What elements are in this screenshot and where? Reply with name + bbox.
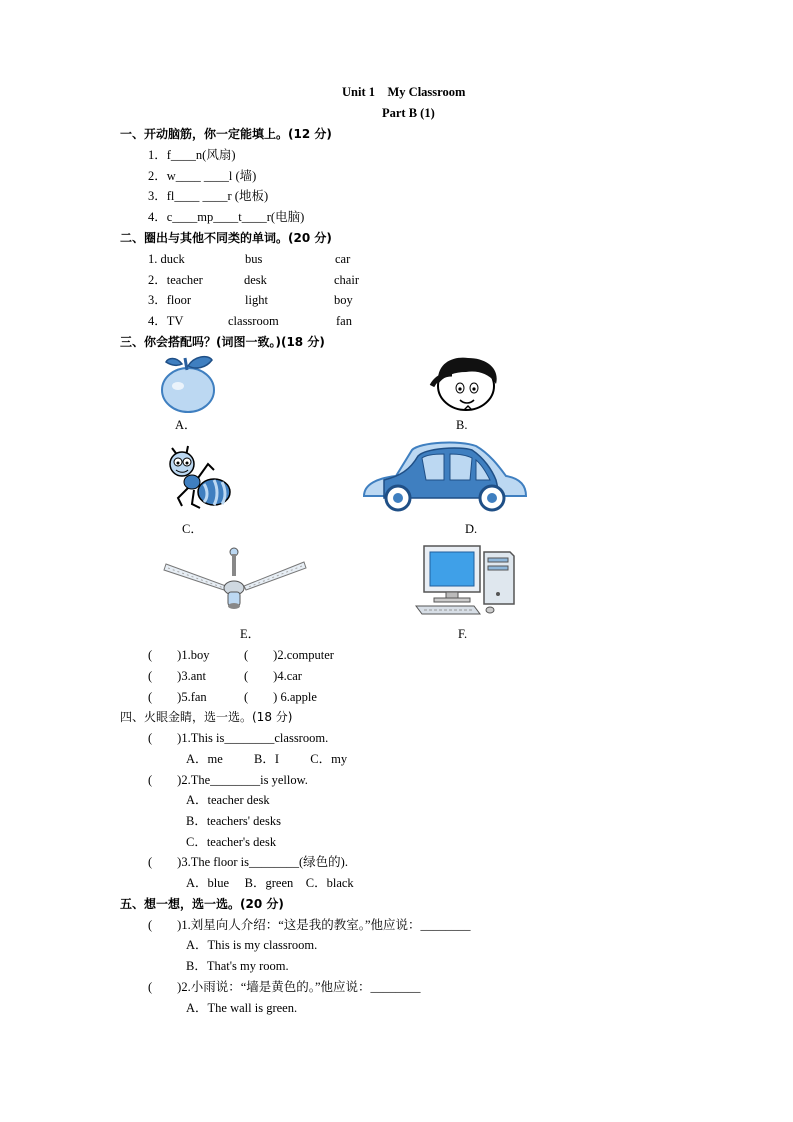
section-2-heading: 二、圈出与其他不同类的单词。(20 分): [120, 231, 332, 245]
ant-icon: [158, 442, 234, 516]
computer-icon: [414, 544, 516, 616]
picture-label-e: E．: [240, 627, 261, 641]
s1-item-1: 1．f____n(风扇): [148, 148, 236, 162]
s2-row-4-c: fan: [336, 314, 352, 328]
s4-question-2-option-a: A．teacher desk: [186, 793, 270, 807]
s4-question-2-option-c: C．teacher's desk: [186, 835, 277, 849]
s4-question-1: ( )1.This is________classroom.: [148, 731, 329, 745]
section-4-heading: 四、火眼金睛，选一选。(18 分): [120, 710, 293, 724]
boy-icon: [426, 354, 506, 414]
match-item-3: ( )3.ant: [148, 669, 206, 683]
s2-row-3-b: light: [245, 293, 268, 307]
s2-row-1-b: bus: [245, 252, 263, 266]
s5-question-1-option-a: A．This is my classroom.: [186, 938, 318, 952]
s5-question-1: ( )1.刘星向人介绍：“这是我的教室。”他应说：________: [148, 918, 471, 932]
picture-label-a: A．: [175, 418, 197, 432]
s2-row-2-b: desk: [244, 273, 267, 287]
s4-question-2: ( )2.The________is yellow.: [148, 773, 308, 787]
section-3-heading: 三、你会搭配吗？(词图一致。)(18 分): [120, 335, 325, 349]
s4-question-1-options: A．me B．I C．my: [186, 752, 348, 766]
s2-row-4-b: classroom: [228, 314, 279, 328]
s2-row-2-a: 2．teacher: [148, 273, 203, 287]
s4-question-2-option-b: B．teachers' desks: [186, 814, 281, 828]
picture-label-d: D.: [465, 522, 478, 536]
apple-icon: [158, 352, 218, 414]
s4-question-3-options: A．blue B．green C．black: [186, 876, 354, 890]
match-item-5: ( )5.fan: [148, 690, 207, 704]
s2-row-1-a: 1. duck: [148, 252, 185, 266]
s1-item-4: 4．c____mp____t____r(电脑): [148, 210, 305, 224]
section-5-heading: 五、想一想，选一选。(20 分): [120, 897, 284, 911]
match-item-2: ( )2.computer: [244, 648, 334, 662]
car-icon: [360, 440, 530, 512]
s5-question-2-option-a: A．The wall is green.: [186, 1001, 298, 1015]
section-1-heading: 一、开动脑筋，你一定能填上。(12 分): [120, 127, 332, 141]
page-subtitle: Part B (1): [382, 106, 435, 120]
s1-item-3: 3．fl____ ____r (地板): [148, 189, 269, 203]
s2-row-4-a: 4．TV: [148, 314, 184, 328]
s5-question-1-option-b: B．That's my room.: [186, 959, 289, 973]
page-title: Unit 1 My Classroom: [342, 85, 466, 99]
s2-row-3-c: boy: [334, 293, 353, 307]
s1-item-2: 2．w____ ____l (墙): [148, 169, 257, 183]
match-item-4: ( )4.car: [244, 669, 302, 683]
match-item-1: ( )1.boy: [148, 648, 210, 662]
picture-label-f: F.: [458, 627, 468, 641]
s2-row-1-c: car: [335, 252, 351, 266]
s2-row-3-a: 3．floor: [148, 293, 192, 307]
ceiling-fan-icon: [162, 546, 308, 616]
s2-row-2-c: chair: [334, 273, 359, 287]
s5-question-2: ( )2.小雨说：“墙是黄色的。”他应说：________: [148, 980, 421, 994]
s4-question-3: ( )3.The floor is________(绿色的).: [148, 855, 348, 869]
picture-label-b: B.: [456, 418, 468, 432]
picture-label-c: C．: [182, 522, 203, 536]
match-item-6: ( ) 6.apple: [244, 690, 317, 704]
